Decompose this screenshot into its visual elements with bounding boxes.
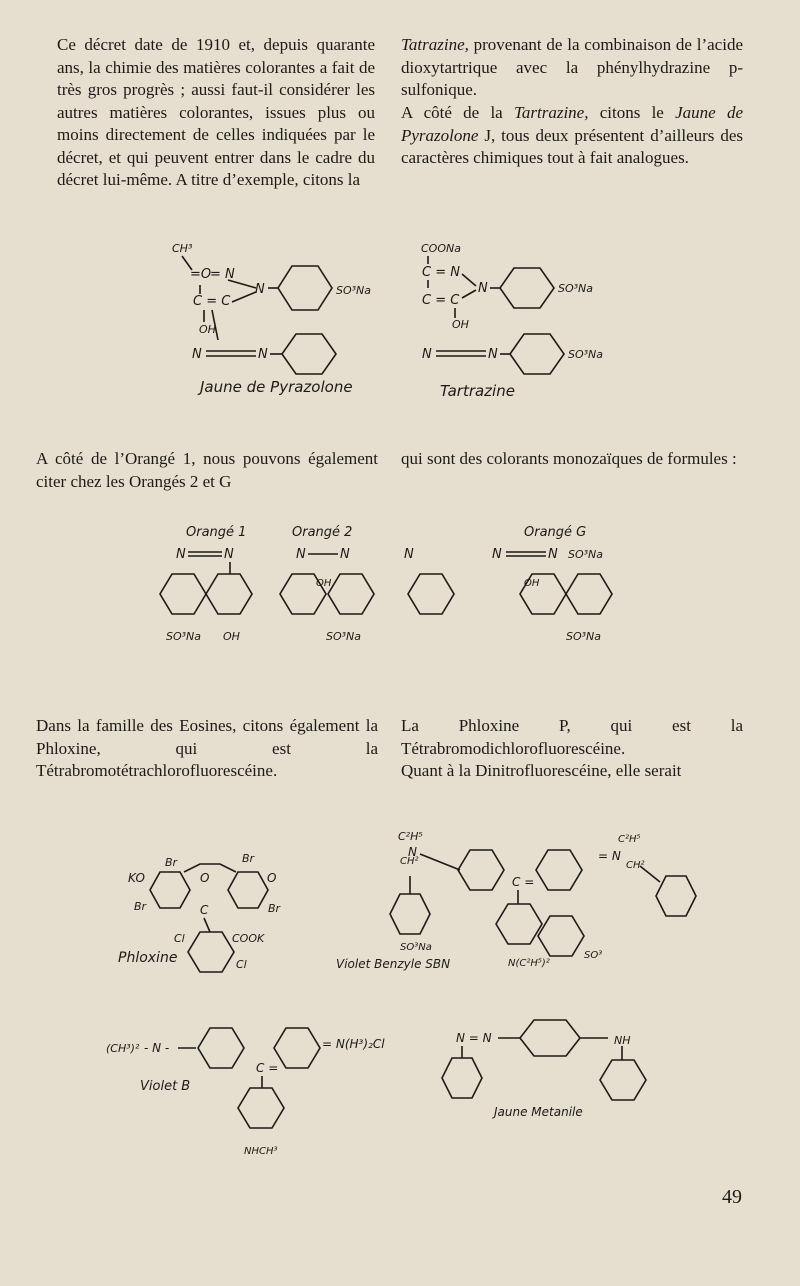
svg-text:N: N bbox=[408, 845, 417, 859]
svg-text:C = C: C = C bbox=[193, 294, 231, 309]
svg-text:N(C²H⁵)²: N(C²H⁵)² bbox=[508, 958, 550, 969]
paragraph-oranges: A côté de l’Orangé 1, nous pouvons également citer chez les Orangés 2 et G bbox=[36, 449, 378, 491]
svg-text:O: O bbox=[200, 871, 210, 885]
svg-text:SO³Na: SO³Na bbox=[558, 282, 594, 295]
svg-text:C: C bbox=[200, 903, 209, 917]
svg-text:OH: OH bbox=[316, 578, 332, 589]
svg-text:C²H⁵: C²H⁵ bbox=[618, 834, 641, 845]
svg-text:NH: NH bbox=[614, 1034, 631, 1047]
svg-text:COONa: COONa bbox=[421, 242, 461, 255]
formula-block-oranges bbox=[0, 522, 800, 652]
svg-text:N: N bbox=[224, 547, 234, 562]
svg-text:C =: C = bbox=[512, 875, 535, 889]
svg-text:N: N bbox=[488, 347, 498, 362]
formula-block-pyrazolone-tartrazine bbox=[0, 230, 800, 410]
svg-text:SO³Na: SO³Na bbox=[336, 284, 372, 297]
svg-text:OH: OH bbox=[452, 318, 469, 331]
svg-text:C²H⁵: C²H⁵ bbox=[398, 830, 423, 843]
svg-text:N: N bbox=[192, 347, 202, 362]
label-violet-b: Violet B bbox=[140, 1079, 191, 1094]
svg-text:= N: = N bbox=[210, 267, 235, 282]
svg-text:(CH³)²: (CH³)² bbox=[106, 1042, 140, 1055]
svg-text:KO: KO bbox=[128, 871, 145, 885]
svg-text:SO³Na: SO³Na bbox=[568, 548, 604, 561]
svg-text:= N(H³)₂Cl: = N(H³)₂Cl bbox=[322, 1037, 385, 1051]
svg-text:- N -: - N - bbox=[144, 1041, 170, 1055]
svg-text:=O: =O bbox=[190, 267, 212, 282]
svg-text:C =: C = bbox=[256, 1061, 279, 1075]
svg-text:SO³Na: SO³Na bbox=[166, 630, 202, 643]
label-orange-2: Orangé 2 bbox=[292, 525, 353, 540]
svg-text:NHCH³: NHCH³ bbox=[244, 1146, 278, 1157]
jaune-pyrazolone-term: Jaune de Pyrazolone bbox=[401, 103, 743, 145]
paragraph-tartrazine bbox=[401, 102, 743, 170]
svg-text:SO³Na: SO³Na bbox=[326, 630, 362, 643]
svg-text:SO³Na: SO³Na bbox=[568, 348, 604, 361]
svg-text:N: N bbox=[478, 281, 488, 296]
label-orange-1: Orangé 1 bbox=[186, 525, 247, 540]
structure-phloxine bbox=[118, 852, 282, 972]
svg-text:SO³: SO³ bbox=[584, 950, 603, 961]
svg-text:CH²: CH² bbox=[400, 856, 419, 867]
structure-jaune-pyrazolone bbox=[172, 242, 371, 396]
svg-text:N: N bbox=[422, 347, 432, 362]
page-number: 49 bbox=[722, 1186, 742, 1208]
svg-text:CH²: CH² bbox=[626, 860, 645, 871]
structure-violet-benzyle bbox=[336, 830, 696, 971]
svg-text:SO³Na: SO³Na bbox=[566, 630, 602, 643]
label-tartrazine: Tartrazine bbox=[440, 382, 515, 400]
structure-violet-b bbox=[106, 1028, 385, 1157]
svg-text:N: N bbox=[492, 547, 502, 562]
paragraph-decret: Ce décret date de 1910 et, depuis quarante ans, la chimie des matières colorantes a fait de très gros progrès ; aussi faut-il considérer les autres matières colorantes, issues plus ou moins directement de celles indiquées par le décret, et qui peuvent entrer dans le cadre du décret lui-même. A titre d’exemple, citons la bbox=[57, 35, 375, 189]
svg-text:Cl: Cl bbox=[236, 958, 247, 971]
text-segment: A côté de la bbox=[401, 103, 514, 122]
svg-text:SO³Na: SO³Na bbox=[400, 942, 432, 953]
label-orange-g: Orangé G bbox=[524, 525, 587, 540]
svg-text:Br: Br bbox=[268, 902, 281, 915]
label-jaune-metanile: Jaune Metanile bbox=[494, 1105, 583, 1119]
structure-orange-1 bbox=[160, 525, 252, 643]
paragraph-tatrazine bbox=[401, 34, 743, 102]
svg-text:N: N bbox=[404, 547, 414, 562]
svg-text:N: N bbox=[255, 282, 265, 297]
svg-text:OH: OH bbox=[223, 630, 240, 643]
svg-text:CH³: CH³ bbox=[172, 242, 193, 255]
svg-text:N: N bbox=[548, 547, 558, 562]
svg-text:OH: OH bbox=[199, 323, 216, 336]
svg-text:N = N: N = N bbox=[456, 1031, 492, 1045]
svg-text:COOK: COOK bbox=[232, 932, 265, 945]
tartrazine-term: Tartrazine, bbox=[513, 103, 589, 122]
svg-text:Cl: Cl bbox=[174, 932, 185, 945]
svg-text:Br: Br bbox=[242, 852, 255, 865]
label-phloxine: Phloxine bbox=[118, 950, 178, 966]
svg-text:Br: Br bbox=[134, 900, 147, 913]
structure-orange-g bbox=[404, 525, 612, 643]
structure-tartrazine bbox=[421, 242, 603, 400]
svg-text:N: N bbox=[176, 547, 186, 562]
svg-text:C = C: C = C bbox=[422, 293, 460, 308]
structure-jaune-metanile bbox=[442, 1020, 646, 1119]
text-segment: J, tous deux présentent d’ailleurs des caractères chimiques tout à fait analogues. bbox=[401, 125, 743, 167]
svg-text:OH: OH bbox=[524, 578, 540, 589]
tatrazine-description: provenant de la combinaison de l’acide dioxytartrique avec la phénylhydrazine p-sulfonique. bbox=[401, 35, 743, 99]
svg-text:N: N bbox=[340, 547, 350, 562]
paragraph-dinitrofluoresceine: Quant à la Dinitrofluorescéine, elle serait bbox=[401, 761, 682, 780]
paragraph-phloxine-p: La Phloxine P, qui est la Tétrabromodichlorofluorescéine. bbox=[401, 716, 743, 758]
text-segment: citons le bbox=[588, 103, 676, 122]
svg-text:O: O bbox=[267, 871, 277, 885]
svg-text:Br: Br bbox=[165, 856, 178, 869]
svg-text:N: N bbox=[258, 347, 268, 362]
label-jaune-pyrazolone: Jaune de Pyrazolone bbox=[200, 378, 353, 396]
svg-text:N: N bbox=[296, 547, 306, 562]
formula-block-eosines bbox=[0, 820, 800, 1165]
paragraph-eosines: Dans la famille des Eosines, citons également la Phloxine, qui est la Tétrabromotétrachlorofluorescéine. bbox=[36, 716, 378, 780]
structure-orange-2 bbox=[280, 525, 374, 643]
tatrazine-term: Tatrazine, bbox=[401, 35, 469, 54]
paragraph-monoazoiques: qui sont des colorants monozaïques de formules : bbox=[401, 449, 737, 468]
label-violet-benzyle: Violet Benzyle SBN bbox=[336, 957, 451, 971]
svg-text:C = N: C = N bbox=[422, 265, 460, 280]
svg-text:= N: = N bbox=[598, 849, 621, 863]
